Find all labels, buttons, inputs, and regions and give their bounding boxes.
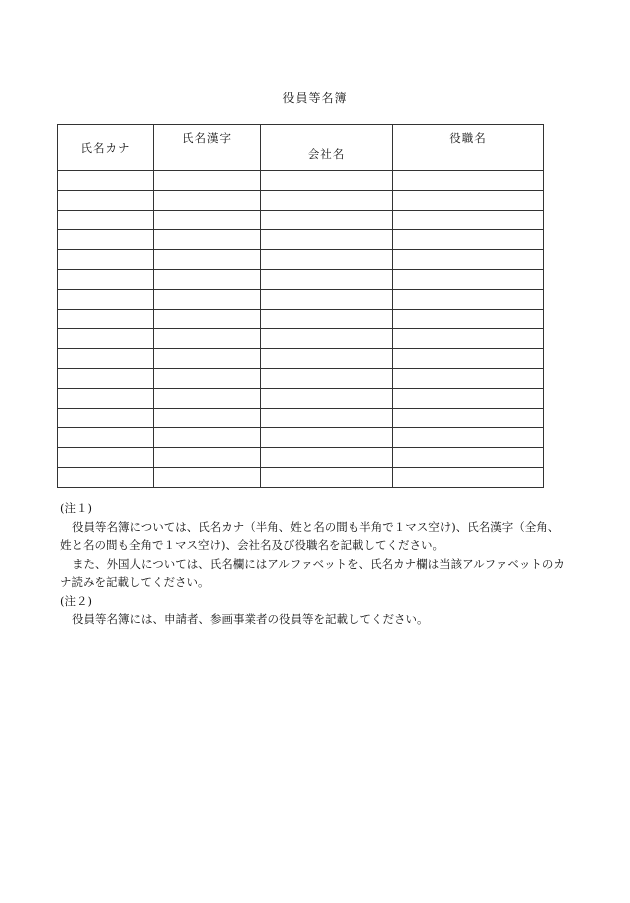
table-cell[interactable]: [261, 388, 393, 408]
header-name-kanji: 氏名漢字: [154, 125, 261, 171]
table-header-row: [58, 125, 544, 171]
table-cell[interactable]: [393, 408, 544, 428]
table-cell[interactable]: [58, 250, 154, 270]
table-row: [58, 309, 544, 329]
table-cell[interactable]: [261, 230, 393, 250]
table-cell[interactable]: [261, 210, 393, 230]
table-cell[interactable]: [154, 349, 261, 369]
table-cell[interactable]: [58, 289, 154, 309]
table-cell[interactable]: [58, 388, 154, 408]
header-name-kana: 氏名カナ: [58, 125, 154, 171]
table-cell[interactable]: [261, 408, 393, 428]
table-row: [58, 448, 544, 468]
table-cell[interactable]: [58, 210, 154, 230]
document-title: 役員等名簿: [282, 91, 348, 105]
table-cell[interactable]: [261, 250, 393, 270]
table-cell[interactable]: [58, 428, 154, 448]
note2-text-line: 役員等名簿には、申請者、参画事業者の役員等を記載してください。: [72, 612, 429, 626]
table-cell[interactable]: [393, 289, 544, 309]
table-cell[interactable]: [393, 467, 544, 487]
table-cell[interactable]: [154, 408, 261, 428]
note2-heading: (注２): [60, 593, 92, 608]
table-cell[interactable]: [261, 329, 393, 349]
table-cell[interactable]: [261, 349, 393, 369]
table-cell[interactable]: [58, 349, 154, 369]
table-cell[interactable]: [261, 289, 393, 309]
table-cell[interactable]: [261, 269, 393, 289]
table-cell[interactable]: [154, 309, 261, 329]
table-cell[interactable]: [154, 210, 261, 230]
note1-text-line: 姓と名の間も全角で１マス空け)、会社名及び役職名を記載してください。: [60, 538, 444, 552]
table-row: [58, 171, 544, 191]
table-cell[interactable]: [154, 190, 261, 210]
table-cell[interactable]: [261, 171, 393, 191]
table-cell[interactable]: [393, 171, 544, 191]
header-position: 役職名: [393, 125, 544, 171]
table-cell[interactable]: [154, 428, 261, 448]
table-row: [58, 190, 544, 210]
table-row: [58, 329, 544, 349]
table-cell[interactable]: [58, 448, 154, 468]
note1-text-line: 役員等名簿については、氏名カナ（半角、姓と名の間も半角で１マス空け)、氏名漢字（全角、: [72, 519, 560, 534]
table-cell[interactable]: [393, 309, 544, 329]
table-cell[interactable]: [261, 428, 393, 448]
note1-text-line: ナ読みを記載してください。: [60, 575, 210, 589]
table-cell[interactable]: [58, 368, 154, 388]
table-row: [58, 349, 544, 369]
table-cell[interactable]: [393, 210, 544, 230]
table-row: [58, 368, 544, 388]
table-cell[interactable]: [58, 269, 154, 289]
table-cell[interactable]: [154, 329, 261, 349]
table-cell[interactable]: [154, 250, 261, 270]
table-body: [58, 171, 544, 488]
notes-section: [60, 499, 580, 629]
table-cell[interactable]: [58, 171, 154, 191]
table-cell[interactable]: [154, 388, 261, 408]
officer-roster-table: [57, 124, 544, 488]
table-cell[interactable]: [393, 329, 544, 349]
table-cell[interactable]: [154, 467, 261, 487]
table-cell[interactable]: [154, 269, 261, 289]
table-row: [58, 230, 544, 250]
table-cell[interactable]: [154, 448, 261, 468]
table-cell[interactable]: [154, 289, 261, 309]
table-cell[interactable]: [393, 190, 544, 210]
table-cell[interactable]: [393, 230, 544, 250]
table-cell[interactable]: [393, 269, 544, 289]
table-row: [58, 269, 544, 289]
table-row: [58, 289, 544, 309]
table-cell[interactable]: [154, 171, 261, 191]
table-cell[interactable]: [393, 349, 544, 369]
table-row: [58, 428, 544, 448]
table-row: [58, 250, 544, 270]
table-row: [58, 388, 544, 408]
table-cell[interactable]: [58, 467, 154, 487]
table-row: [58, 210, 544, 230]
table-cell[interactable]: [58, 408, 154, 428]
table-cell[interactable]: [393, 368, 544, 388]
table-cell[interactable]: [261, 448, 393, 468]
header-company-name: 会社名: [261, 125, 393, 171]
table-cell[interactable]: [261, 467, 393, 487]
note1-heading: (注１): [60, 501, 92, 515]
table-cell[interactable]: [58, 309, 154, 329]
table-cell[interactable]: [58, 190, 154, 210]
note1-text-line: また、外国人については、氏名欄にはアルファベットを、氏名カナ欄は当該アルファベットのカ: [72, 556, 565, 571]
table-cell[interactable]: [154, 368, 261, 388]
table-cell[interactable]: [58, 230, 154, 250]
table-cell[interactable]: [261, 309, 393, 329]
table-row: [58, 408, 544, 428]
table-cell[interactable]: [393, 250, 544, 270]
table-row: [58, 467, 544, 487]
table-cell[interactable]: [393, 428, 544, 448]
table-cell[interactable]: [58, 329, 154, 349]
table-cell[interactable]: [261, 368, 393, 388]
table-cell[interactable]: [393, 448, 544, 468]
table-cell[interactable]: [261, 190, 393, 210]
table-cell[interactable]: [154, 230, 261, 250]
table-cell[interactable]: [393, 388, 544, 408]
